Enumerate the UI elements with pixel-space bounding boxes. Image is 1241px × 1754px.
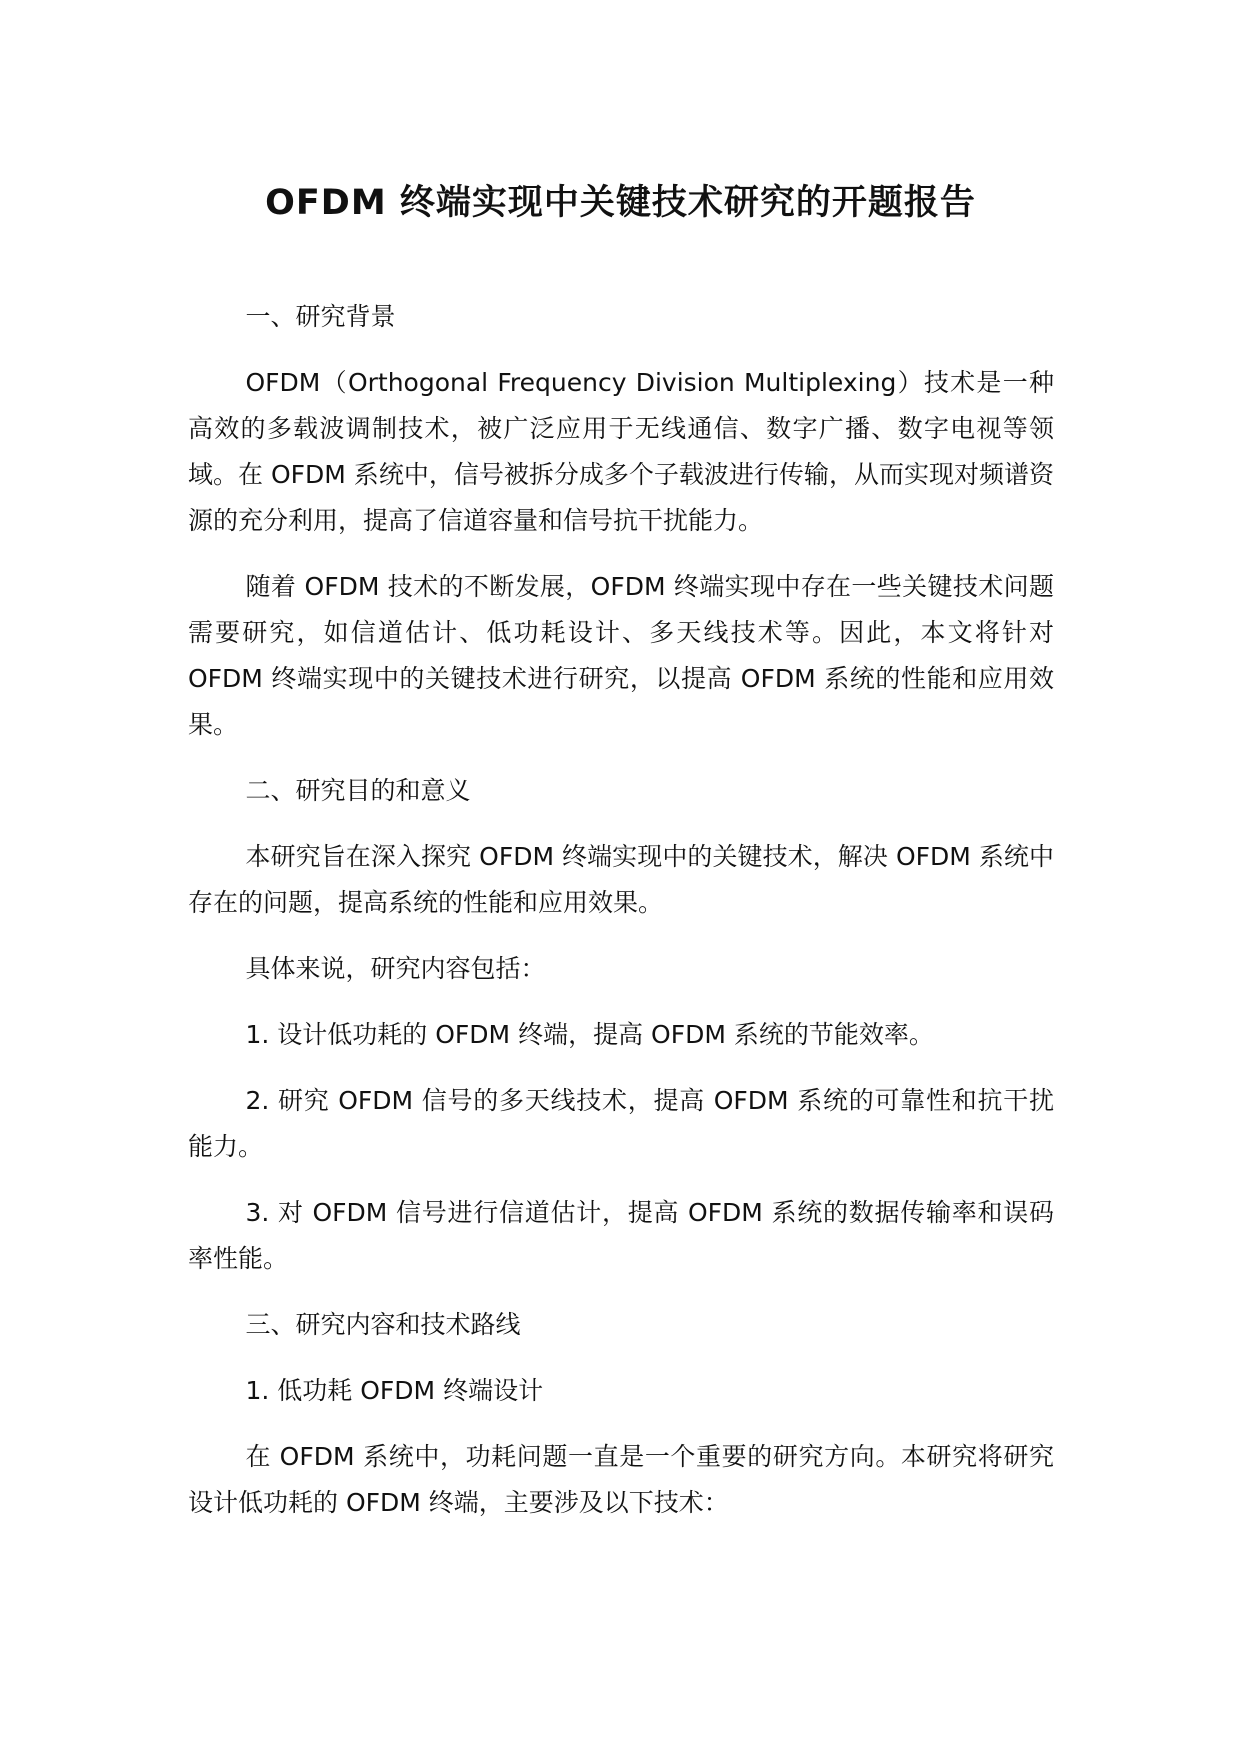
list-item-2: 2. 研究 OFDM 信号的多天线技术，提高 OFDM 系统的可靠性和抗干扰能力。 (188, 1086, 1054, 1161)
list-item-3: 3. 对 OFDM 信号进行信道估计，提高 OFDM 系统的数据传输率和误码率性能。 (188, 1198, 1054, 1273)
paragraph-background-2: 随着 OFDM 技术的不断发展，OFDM 终端实现中存在一些关键技术问题需要研究，如信道估计、低功耗设计、多天线技术等。因此，本文将针对 OFDM 终端实现中的关键技术进行研究，以提高 OFDM 系统的性能和应用效果。 (188, 572, 1054, 739)
document-title: OFDM 终端实现中关键技术研究的开题报告 (265, 183, 976, 223)
section-heading-background: 一、研究背景 (245, 302, 396, 331)
paragraph-background-1: OFDM（Orthogonal Frequency Division Multiplexing）技术是一种高效的多载波调制技术，被广泛应用于无线通信、数字广播、数字电视等领域。在 OFDM 系统中，信号被拆分成多个子载波进行传输，从而实现对频谱资源的充分利用，提高了信道容量和信号抗干扰能力。 (188, 368, 1054, 535)
paragraph-purpose: 本研究旨在深入探究 OFDM 终端实现中的关键技术，解决 OFDM 系统中存在的问题，提高系统的性能和应用效果。 (188, 842, 1054, 917)
section-heading-purpose: 二、研究目的和意义 (245, 776, 471, 805)
document-body (188, 294, 1054, 1546)
list-item-1: 1. 设计低功耗的 OFDM 终端，提高 OFDM 系统的节能效率。 (245, 1020, 934, 1049)
paragraph-low-power: 在 OFDM 系统中，功耗问题一直是一个重要的研究方向。本研究将研究设计低功耗的 OFDM 终端，主要涉及以下技术： (188, 1442, 1054, 1517)
paragraph-content-intro: 具体来说，研究内容包括： (245, 954, 546, 983)
section-heading-route: 三、研究内容和技术路线 (245, 1310, 521, 1339)
subheading-low-power: 1. 低功耗 OFDM 终端设计 (245, 1376, 544, 1405)
